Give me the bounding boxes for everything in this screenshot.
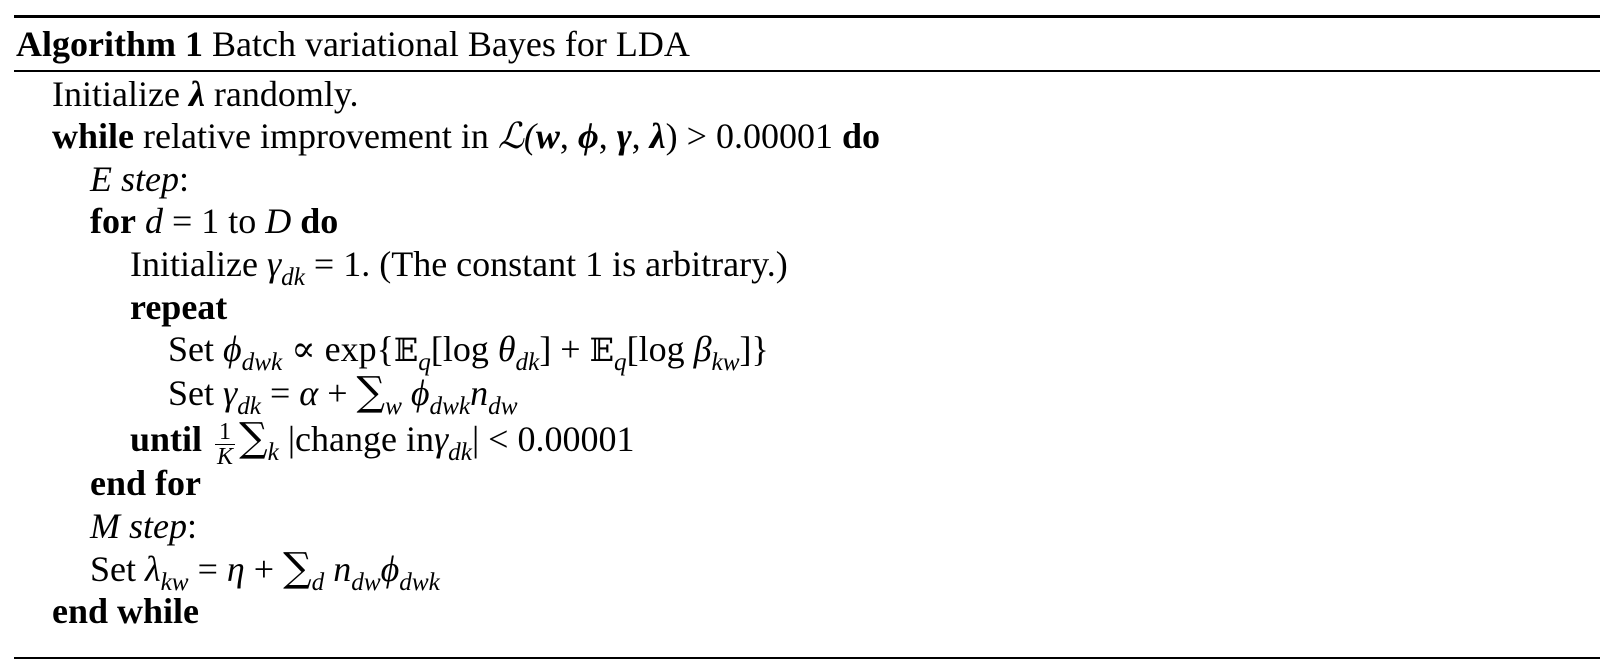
sub-q: q xyxy=(418,348,431,376)
sub-dw: dw xyxy=(488,392,518,420)
text-set: Set xyxy=(168,329,224,369)
symbol-objective: ℒ( xyxy=(497,116,536,156)
keyword-until: until xyxy=(130,419,203,459)
line-until xyxy=(130,416,634,469)
keyword-do-2: do xyxy=(291,201,339,241)
text-plus-2: + xyxy=(318,373,357,413)
symbol-expectation: 𝔼 xyxy=(393,331,419,369)
line-m-step xyxy=(90,504,197,548)
keyword-end-for: end for xyxy=(90,463,201,503)
text-while-condition: relative improvement in xyxy=(134,116,498,156)
symbol-eta: η xyxy=(226,549,245,589)
line-repeat xyxy=(130,285,227,329)
sub-kw-2: kw xyxy=(160,568,189,596)
text-plus: ] + xyxy=(539,329,590,369)
top-rule xyxy=(14,15,1600,18)
line-set-phi xyxy=(168,327,769,376)
text-equals: = xyxy=(260,373,300,413)
keyword-do: do xyxy=(841,116,880,156)
symbol-theta: θ xyxy=(497,329,516,369)
sub-dk-2: dk xyxy=(515,348,540,376)
sub-k: k xyxy=(267,438,279,466)
sub-dw-2: dw xyxy=(351,568,381,596)
line-e-step xyxy=(90,157,189,201)
text-plus-3: + xyxy=(244,549,284,589)
fraction-numerator: 1 xyxy=(215,420,235,445)
fraction-denominator: K xyxy=(217,444,234,471)
sub-kw: kw xyxy=(711,348,740,376)
colon: : xyxy=(178,159,189,199)
sub-dk-3: dk xyxy=(237,392,261,420)
text-init-gamma-post: = 1. (The constant 1 is arbitrary.) xyxy=(304,244,788,284)
symbol-sum: ∑ xyxy=(356,369,386,415)
symbol-lambda-3: λ xyxy=(145,549,161,589)
symbol-gamma-2: γ xyxy=(266,244,282,284)
sep-2: , xyxy=(598,116,617,156)
symbol-phi-3: ϕ xyxy=(401,373,430,413)
symbol-gamma: γ xyxy=(616,116,632,156)
sub-w: w xyxy=(385,392,402,420)
line-set-gamma xyxy=(168,369,518,420)
line-end-for xyxy=(90,461,201,505)
text-randomly: randomly. xyxy=(204,74,359,114)
sub-dwk: dwk xyxy=(241,348,283,376)
algorithm-label: Algorithm 1 xyxy=(16,24,203,64)
text-close: ]} xyxy=(739,329,769,369)
keyword-end-while: end while xyxy=(52,591,200,631)
sub-dwk-2: dwk xyxy=(429,392,471,420)
keyword-for: for xyxy=(90,201,136,241)
sep-3: , xyxy=(631,116,650,156)
text-initialize: Initialize xyxy=(52,74,189,114)
bottom-rule xyxy=(14,657,1600,659)
close-paren: ) xyxy=(665,116,678,156)
line-init-lambda xyxy=(52,72,359,116)
text-equals-2: = xyxy=(188,549,227,589)
symbol-gamma-3: γ xyxy=(223,373,238,413)
text-range: = 1 to xyxy=(162,201,266,241)
algorithm-title: Batch variational Bayes for LDA xyxy=(211,24,690,64)
symbol-phi-2: ϕ xyxy=(223,329,242,369)
text-change-in: |change in xyxy=(278,419,434,459)
sub-d: d xyxy=(311,568,325,596)
symbol-phi-4: ϕ xyxy=(380,549,400,589)
line-init-gamma xyxy=(130,242,788,291)
symbol-w: w xyxy=(535,116,560,156)
symbol-phi: ϕ xyxy=(577,116,599,156)
line-set-lambda xyxy=(90,545,440,596)
keyword-repeat: repeat xyxy=(130,287,228,327)
symbol-sum-2: ∑ xyxy=(239,415,268,461)
symbol-n-2: n xyxy=(324,549,352,589)
keyword-while: while xyxy=(52,116,135,156)
algorithm-caption xyxy=(16,22,690,66)
symbol-beta: β xyxy=(693,329,712,369)
line-for xyxy=(90,199,338,243)
label-e-step: E step xyxy=(90,159,179,199)
symbol-lambda-2: λ xyxy=(649,116,666,156)
line-end-while xyxy=(52,589,199,633)
sep-1: , xyxy=(559,116,578,156)
colon-2: : xyxy=(186,506,197,546)
line-while xyxy=(52,114,880,158)
fraction-one-over-k xyxy=(215,420,235,469)
symbol-n: n xyxy=(470,373,489,413)
text-log-2: [log xyxy=(626,329,694,369)
symbol-expectation-2: 𝔼 xyxy=(589,331,614,369)
symbol-lambda: λ xyxy=(188,74,205,114)
sub-dwk-3: dwk xyxy=(399,568,440,596)
text-until-threshold: | < 0.00001 xyxy=(471,419,635,459)
symbol-D: D xyxy=(265,201,292,241)
text-propto-exp: ∝ exp{ xyxy=(282,329,394,369)
symbol-d: d xyxy=(135,201,163,241)
text-initialize-2: Initialize xyxy=(130,244,267,284)
label-m-step: M step xyxy=(90,506,187,546)
text-set-2: Set xyxy=(168,373,224,413)
symbol-sum-3: ∑ xyxy=(283,545,312,591)
text-threshold: > 0.00001 xyxy=(677,116,842,156)
text-log: [log xyxy=(430,329,498,369)
text-set-3: Set xyxy=(90,549,146,589)
sub-q-2: q xyxy=(614,348,627,376)
sub-dk: dk xyxy=(281,263,305,291)
sub-dk-4: dk xyxy=(448,438,472,466)
symbol-alpha: α xyxy=(299,373,319,413)
symbol-gamma-4: γ xyxy=(433,419,449,459)
